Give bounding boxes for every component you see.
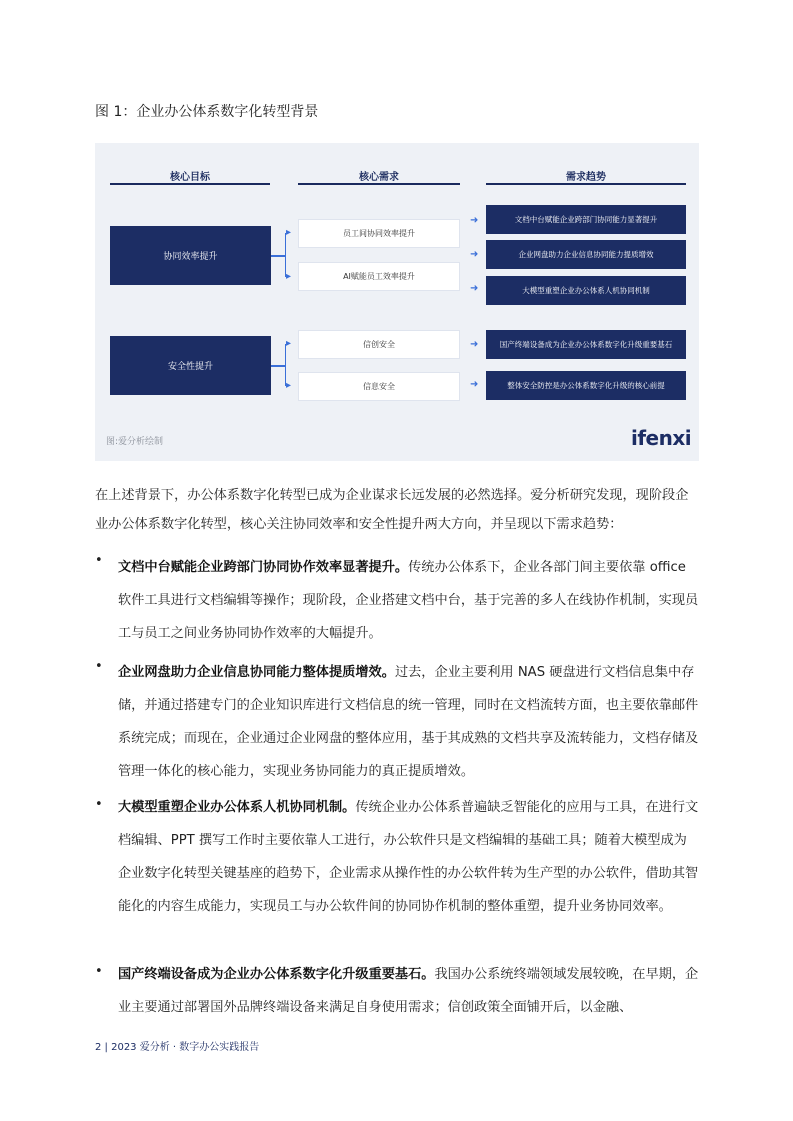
connector-line [271,255,285,257]
bullet-mark: • [95,964,103,979]
arrow-right-icon: ▸ [286,338,292,349]
need-box: AI赋能员工效率提升 [298,262,460,291]
trend-box: 企业网盘助力企业信息协同能力提质增效 [486,240,686,269]
list-item-heading: 大模型重塑企业办公体系人机协同机制。 [118,800,356,815]
figure-source: 图:爱分析绘制 [106,437,164,447]
need-box: 员工间协同效率提升 [298,219,460,248]
arrow-right-icon: ▸ [286,227,292,238]
need-box: 信息安全 [298,372,460,401]
list-item [118,958,700,1024]
trend-box: 国产终端设备成为企业办公体系数字化升级重要基石 [486,330,686,359]
bullet-mark: • [95,553,103,568]
ifenxi-logo: ifenxi [631,426,692,450]
list-item [118,551,700,650]
column-underline [298,183,460,185]
page-footer: 2 | 2023 爱分析 · 数字办公实践报告 [95,1042,260,1053]
column-underline [486,183,686,185]
goal-box: 安全性提升 [110,336,271,395]
column-header-need: 核心需求 [359,172,399,183]
list-item-text: 传统办公体系下，企业各部门间主要依靠 office 软件工具进行文档编辑等操作；现阶段，企业搭建文档中台，基于完善的多人在线协作机制，实现员工与员工之间业务协同协作效率的大幅提升。 [118,560,699,641]
list-item [118,791,700,923]
trend-box: 大模型重塑企业办公体系人机协同机制 [486,276,686,305]
arrow-right-icon: ➜ [470,249,479,260]
arrow-right-icon: ➜ [470,215,479,226]
arrow-right-icon: ▸ [286,380,292,391]
column-underline [110,183,270,185]
column-header-trend: 需求趋势 [566,172,606,183]
list-item-heading: 文档中台赋能企业跨部门协同协作效率显著提升。 [118,560,409,575]
list-item [118,656,700,788]
list-item-text: 我国办公系统终端领域发展较晚，在早期，企业主要通过部署国外品牌终端设备来满足自身使用需求；信创政策全面铺开后，以金融、 [118,967,699,1015]
arrow-right-icon: ➜ [470,379,479,390]
trend-box: 文档中台赋能企业跨部门协同能力显著提升 [486,205,686,234]
list-item-text: 传统企业办公体系普遍缺乏智能化的应用与工具，在进行文档编辑、PPT 撰写工作时主要依靠人工进行，办公软件只是文档编辑的基础工具；随着大模型成为企业数字化转型关键基座的趋势下，企业需求从操作性的办公软件转为生产型的办公软件，借助其智能化的内容生成能力，实现员工与办公软件间的协同协作机制的整体重塑，提升业务协同效率。 [118,800,699,914]
arrow-right-icon: ➜ [470,283,479,294]
bullet-mark: • [95,797,103,812]
connector-line [271,365,285,367]
goal-box: 协同效率提升 [110,226,271,285]
list-item-heading: 企业网盘助力企业信息协同能力整体提质增效。 [118,665,395,680]
arrow-right-icon: ➜ [470,339,479,350]
figure-title: 图 1：企业办公体系数字化转型背景 [95,104,319,120]
bullet-mark: • [95,659,103,674]
list-item-text: 过去，企业主要利用 NAS 硬盘进行文档信息集中存储，并通过搭建专门的企业知识库进行文档信息的统一管理，同时在文档流转方面，也主要依靠邮件系统完成；而现在，企业通过企业网盘的整体应用，基于其成熟的文档共享及流转能力，文档存储及管理一体化的核心能力，实现业务协同能力的真正提质增效。 [118,665,699,779]
need-box: 信创安全 [298,330,460,359]
list-item-heading: 国产终端设备成为企业办公体系数字化升级重要基石。 [118,967,435,982]
arrow-right-icon: ▸ [286,271,292,282]
column-header-goal: 核心目标 [170,172,210,183]
trend-box: 整体安全防控是办公体系数字化升级的核心前提 [486,371,686,400]
intro-paragraph: 在上述背景下，办公体系数字化转型已成为企业谋求长远发展的必然选择。爱分析研究发现，现阶段企业办公体系数字化转型，核心关注协同效率和安全性提升两大方向，并呈现以下需求趋势： [95,488,689,532]
